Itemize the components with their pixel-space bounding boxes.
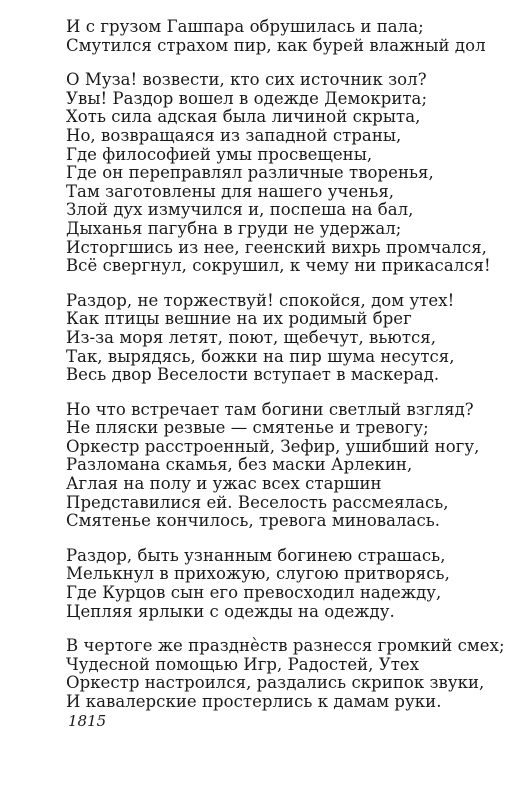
stanza [66,71,506,276]
poem-line: Там заготовлены для нашего ученья, [66,181,395,201]
poem-line: Раздор, быть узнанным богинею страшась, [66,545,446,565]
poem-line: Из-за моря летят, поют, щебечут, вьются, [66,327,437,347]
poem-line: Мелькнул в прихожую, слугою притворясь, [66,564,450,584]
poem-line: Дыханья пагубна в груди не удержал; [66,218,402,238]
poem-line: Аглая на полу и ужас всех старшин [66,474,382,494]
poem-line: Но, возвращаяся из западной страны, [66,125,402,145]
poem-line: Смутился страхом пир, как бурей влажный дол [66,35,486,55]
poem-line: Смятенье кончилось, тревога миновалась. [66,511,441,531]
poem-line: Оркестр расстроенный, Зефир, ушибший ногу, [66,436,480,456]
stanza [66,401,506,531]
stanza [66,547,506,621]
poem-line: Не пляски резвые — смятенье и тревогу; [66,418,429,438]
poem-line: Представилися ей. Веселость рассмеялась, [66,492,449,512]
stanza [66,18,506,55]
poem-line: И кавалерские простерлись к дамам руки. [66,692,442,711]
poem-line: Цепляя ярлыки с одежды на одежду. [66,601,395,621]
poem-line: Где он переправлял различные творенья, [66,163,434,183]
poem-line: Как птицы вешние на их родимый брег [66,309,412,329]
poem-line: Так, вырядясь, божки на пир шума несутся, [66,346,455,366]
poem-line: В чертоге же празднѐств разнесся громкий смех; [66,636,505,656]
poem-line: Но что встречает там богини светлый взгляд? [66,399,474,419]
poem-line: Исторгшись из нее, геенский вихрь промчался, [66,237,487,257]
poem-line: Увы! Раздор вошел в одежде Демокрита; [66,88,428,108]
poem-line: И с грузом Гашпара обрушилась и пала; [66,17,424,36]
poem-text [66,18,506,728]
poem-line: Хоть сила адская была личиной скрыта, [66,107,421,127]
poem-line: Всё свергнул, сокрушил, к чему ни прикасался! [66,256,491,276]
poem-line: Где Курцов сын его превосходил надежду, [66,583,442,603]
stanza [66,292,506,385]
poem-line: Оркестр настроился, раздались скрипок звуки, [66,673,485,693]
poem-line: Раздор, не торжествуй! спокойся, дом утех! [66,290,455,310]
poem-date: 1815 [68,712,107,730]
poem-line: Весь двор Веселости вступает в маскерад. [66,365,440,385]
poem-line: О Муза! возвести, кто сих источник зол? [66,70,427,90]
stanza [66,637,506,711]
poem-line: Разломана скамья, без маски Арлекин, [66,455,413,475]
poem-line: Чудесной помощью Игр, Радостей, Утех [66,654,420,674]
poem-line: Где философией умы просвещены, [66,144,373,164]
poem-line: Злой дух измучился и, поспеша на бал, [66,200,414,220]
